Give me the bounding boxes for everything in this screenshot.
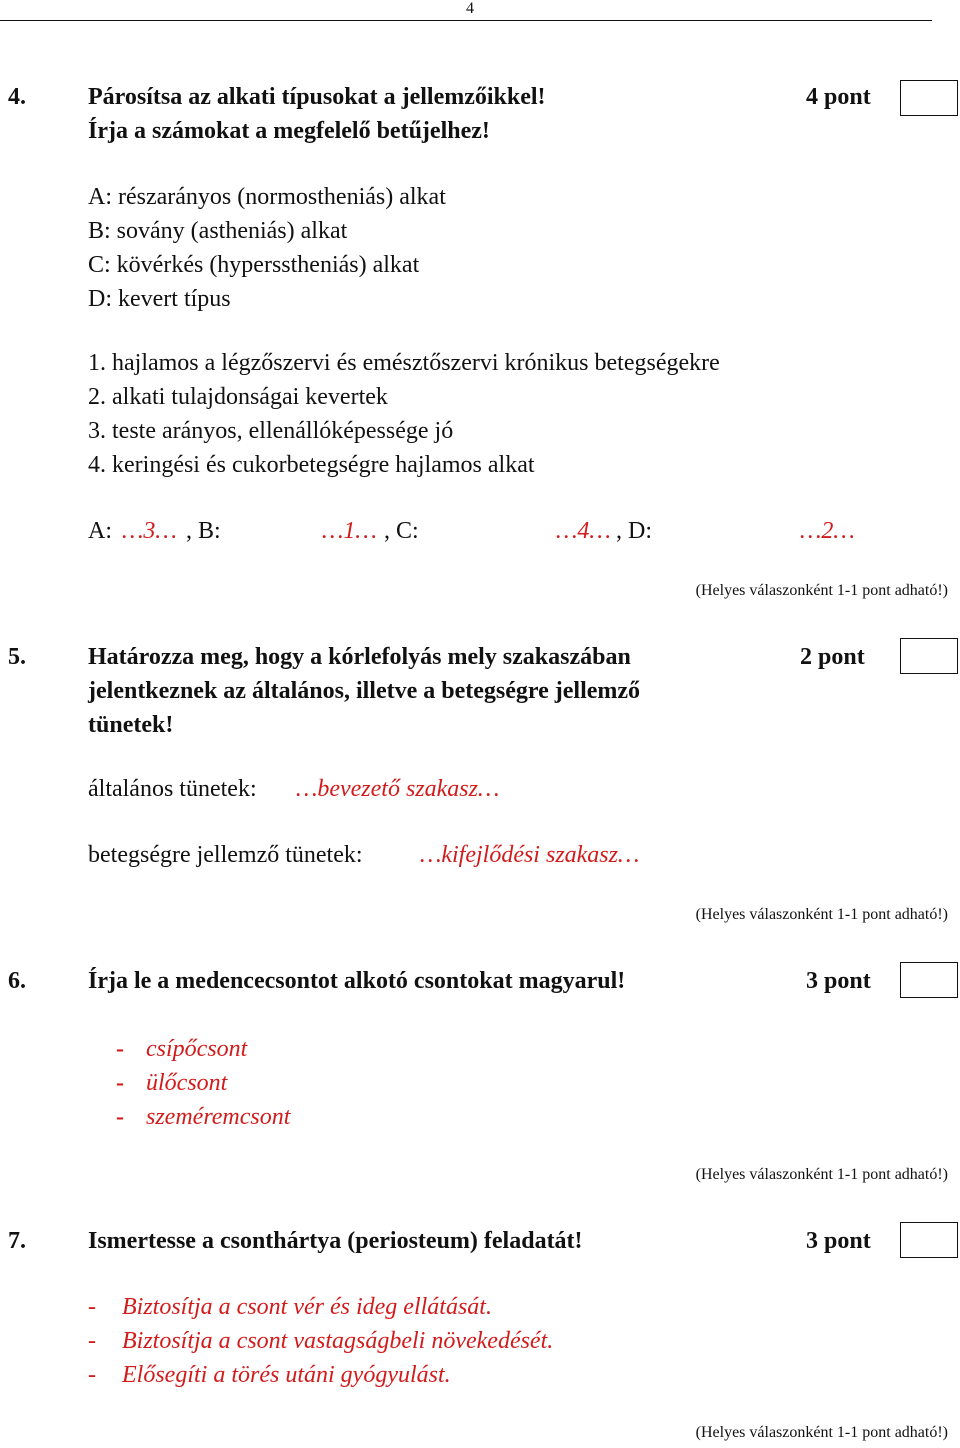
q4-score-box[interactable] bbox=[900, 80, 958, 116]
q6-answer-3: szeméremcsont bbox=[146, 1104, 291, 1130]
q6-scoring-note: (Helyes válaszonként 1-1 pont adható!) bbox=[695, 1166, 948, 1183]
q5-general-answer: …bevezető szakasz… bbox=[296, 776, 500, 802]
q5-specific-label: betegségre jellemző tünetek: bbox=[88, 842, 363, 868]
q4-answer-d-label: , D: bbox=[616, 518, 652, 544]
q5-general-label: általános tünetek: bbox=[88, 776, 257, 802]
q4-scoring-note: (Helyes válaszonként 1-1 pont adható!) bbox=[695, 582, 948, 599]
q7-bullet: - bbox=[88, 1328, 96, 1354]
q7-points: 3 pont bbox=[806, 1228, 871, 1254]
q7-answer-1: Biztosítja a csont vér és ideg ellátását. bbox=[122, 1294, 492, 1320]
q4-type-d: D: kevert típus bbox=[88, 286, 231, 312]
q5-number: 5. bbox=[8, 644, 26, 670]
q6-bullet: - bbox=[116, 1070, 124, 1096]
q4-type-c: C: kövérkés (hypersstheniás) alkat bbox=[88, 252, 420, 278]
q7-bullet: - bbox=[88, 1362, 96, 1388]
q6-score-box[interactable] bbox=[900, 962, 958, 998]
q4-trait-1: 1. hajlamos a légzőszervi és emésztőszervi krónikus betegségekre bbox=[88, 350, 720, 376]
q5-scoring-note: (Helyes válaszonként 1-1 pont adható!) bbox=[695, 906, 948, 923]
q4-answer-c: …4… bbox=[556, 518, 611, 544]
q6-answer-2: ülőcsont bbox=[146, 1070, 228, 1096]
q4-answer-d: …2… bbox=[800, 518, 855, 544]
q5-points: 2 pont bbox=[800, 644, 865, 670]
q4-type-a: A: részarányos (normostheniás) alkat bbox=[88, 184, 446, 210]
q4-trait-3: 3. teste arányos, ellenállóképessége jó bbox=[88, 418, 454, 444]
q5-title-line1: Határozza meg, hogy a kórlefolyás mely szakaszában bbox=[88, 644, 631, 670]
q7-scoring-note: (Helyes válaszonként 1-1 pont adható!) bbox=[695, 1424, 948, 1441]
q4-points: 4 pont bbox=[806, 84, 871, 110]
q5-title-line2: jelentkeznek az általános, illetve a betegségre jellemző bbox=[88, 678, 641, 704]
q4-trait-4: 4. keringési és cukorbetegségre hajlamos alkat bbox=[88, 452, 535, 478]
q4-title-line2: Írja a számokat a megfelelő betűjelhez! bbox=[88, 118, 490, 144]
q7-score-box[interactable] bbox=[900, 1222, 958, 1258]
header-rule bbox=[0, 20, 932, 21]
q6-number: 6. bbox=[8, 968, 26, 994]
q6-bullet: - bbox=[116, 1036, 124, 1062]
q5-title-line3: tünetek! bbox=[88, 712, 174, 738]
q7-answer-2: Biztosítja a csont vastagságbeli növekedését. bbox=[122, 1328, 554, 1354]
q7-number: 7. bbox=[8, 1228, 26, 1254]
q4-title-line1: Párosítsa az alkati típusokat a jellemzőikkel! bbox=[88, 84, 546, 110]
q5-score-box[interactable] bbox=[900, 638, 958, 674]
q6-bullet: - bbox=[116, 1104, 124, 1130]
q4-answer-c-label: , C: bbox=[384, 518, 419, 544]
page-number: 4 bbox=[466, 0, 474, 17]
q7-bullet: - bbox=[88, 1294, 96, 1320]
q6-title: Írja le a medencecsontot alkotó csontokat magyarul! bbox=[88, 968, 626, 994]
q5-specific-answer: …kifejlődési szakasz… bbox=[420, 842, 640, 868]
q4-number: 4. bbox=[8, 84, 26, 110]
q4-type-b: B: sovány (astheniás) alkat bbox=[88, 218, 348, 244]
q6-points: 3 pont bbox=[806, 968, 871, 994]
q4-answer-b-label: , B: bbox=[186, 518, 221, 544]
q6-answer-1: csípőcsont bbox=[146, 1036, 248, 1062]
q7-title: Ismertesse a csonthártya (periosteum) feladatát! bbox=[88, 1228, 583, 1254]
q4-answer-a: …3… bbox=[122, 518, 177, 544]
q7-answer-3: Elősegíti a törés utáni gyógyulást. bbox=[122, 1362, 451, 1388]
q4-answer-b: …1… bbox=[322, 518, 377, 544]
q4-answer-a-label: A: bbox=[88, 518, 112, 544]
q4-trait-2: 2. alkati tulajdonságai kevertek bbox=[88, 384, 388, 410]
